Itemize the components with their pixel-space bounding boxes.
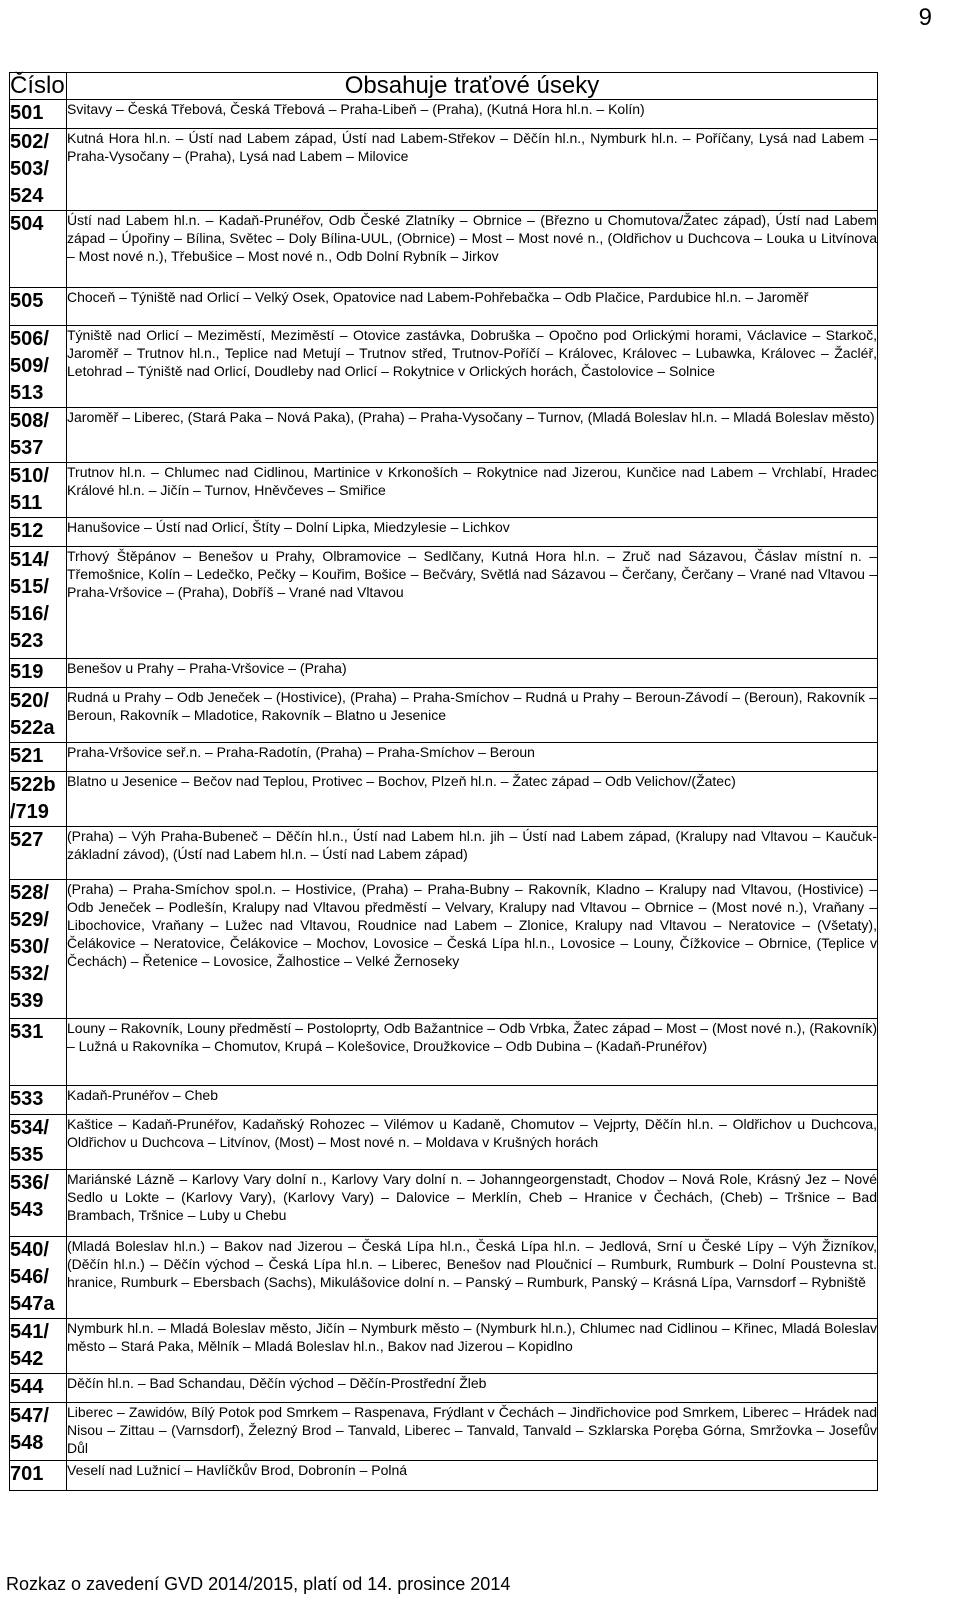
table-row	[10, 659, 878, 688]
route-number: 527	[10, 827, 67, 880]
route-number: 506/ 509/ 513	[10, 326, 67, 408]
table-header-row	[10, 73, 878, 100]
route-sections: (Mladá Boleslav hl.n.) – Bakov nad Jizerou – Česká Lípa hl.n., Česká Lípa hl.n. – Jedlová, Srní u České Lípy – Výh Žizníkov, (Děčín hl.n.) – Děčín východ – Česká Lípa hl.n. – Liberec, Benešov nad Ploučnicí – Rumburk, Rumburk – Dolní Poustevna st. hranice, Rumburk – Ebersbach (Sachs), Mikulášovice dolní n. – Panský – Rumburk, Panský – Krásná Lípa, Varnsdorf – Rybniště	[67, 1237, 878, 1319]
table-row	[10, 1086, 878, 1115]
route-sections: Trhový Štěpánov – Benešov u Prahy, Olbramovice – Sedlčany, Kutná Hora hl.n. – Zruč nad Sázavou, Čáslav místní n. – Třemošnice, Kolín – Ledečko, Pečky – Kouřim, Bošice – Bečváry, Světlá nad Sázavou – Čerčany, Čerčany – Vrané nad Vltavou – Praha-Vršovice – (Praha), Dobříš – Vrané nad Vltavou	[67, 547, 878, 659]
route-number: 531	[10, 1019, 67, 1086]
route-sections: (Praha) – Výh Praha-Bubeneč – Děčín hl.n., Ústí nad Labem hl.n. jih – Ústí nad Labem západ, (Kralupy nad Vltavou – Kaučuk-základní závod), (Ústí nad Labem hl.n. – Ústí nad Labem západ)	[67, 827, 878, 880]
table-row	[10, 1019, 878, 1086]
table-row	[10, 1319, 878, 1374]
route-sections: Benešov u Prahy – Praha-Vršovice – (Praha)	[67, 659, 878, 688]
route-sections: Veselí nad Lužnicí – Havlíčkův Brod, Dobronín – Polná	[67, 1461, 878, 1491]
table-row	[10, 408, 878, 463]
table-row	[10, 827, 878, 880]
route-sections: Kutná Hora hl.n. – Ústí nad Labem západ, Ústí nad Labem-Střekov – Děčín hl.n., Nymburk hl.n. – Poříčany, Lysá nad Labem – Praha-Vysočany – (Praha), Lysá nad Labem – Milovice	[67, 129, 878, 211]
table-row	[10, 743, 878, 772]
route-sections: Týniště nad Orlicí – Meziměstí, Meziměstí – Otovice zastávka, Dobruška – Opočno pod Orlickými horami, Václavice – Starkoč, Jaroměř – Trutnov hl.n., Teplice nad Metují – Trutnov střed, Trutnov-Poříčí – Královec, Královec – Lubawka, Královec – Žacléř, Letohrad – Týniště nad Orlicí, Doudleby nad Orlicí – Rokytnice v Orlických horách, Častolovice – Solnice	[67, 326, 878, 408]
route-number: 521	[10, 743, 67, 772]
route-sections: Hanušovice – Ústí nad Orlicí, Štíty – Dolní Lipka, Miedzylesie – Lichkov	[67, 518, 878, 547]
route-sections: Kaštice – Kadaň-Prunéřov, Kadaňský Rohozec – Vilémov u Kadaně, Chomutov – Vejprty, Děčín hl.n. – Oldřichov u Duchcova, Oldřichov u Duchcova – Litvínov, (Most) – Most nové n. – Moldava v Krušných horách	[67, 1115, 878, 1170]
route-sections: Louny – Rakovník, Louny předměstí – Postoloprty, Odb Bažantnice – Odb Vrbka, Žatec západ – Most – (Most nové n.), (Rakovník) – Lužná u Rakovníka – Chomutov, Krupá – Kolešovice, Droužkovice – Odb Dubina – (Kadaň-Prunéřov)	[67, 1019, 878, 1086]
route-sections: Mariánské Lázně – Karlovy Vary dolní n., Karlovy Vary dolní n. – Johanngeorgenstadt, Chodov – Nová Role, Krásný Jez – Nové Sedlo u Lokte – (Karlovy Vary), (Karlovy Vary) – Dalovice – Merklín, Cheb – Hranice v Čechách, (Cheb) – Tršnice – Bad Brambach, Tršnice – Luby u Chebu	[67, 1170, 878, 1237]
route-number: 701	[10, 1461, 67, 1491]
route-sections: Choceň – Týniště nad Orlicí – Velký Osek, Opatovice nad Labem-Pohřebačka – Odb Plačice, Pardubice hl.n. – Jaroměř	[67, 288, 878, 326]
table-row	[10, 1461, 878, 1491]
route-table	[9, 72, 878, 1491]
table-row	[10, 326, 878, 408]
route-number: 519	[10, 659, 67, 688]
route-sections: Praha-Vršovice seř.n. – Praha-Radotín, (Praha) – Praha-Smíchov – Beroun	[67, 743, 878, 772]
route-sections: Svitavy – Česká Třebová, Česká Třebová – Praha-Libeň – (Praha), (Kutná Hora hl.n. – Kolín)	[67, 100, 878, 129]
route-sections: Trutnov hl.n. – Chlumec nad Cidlinou, Martinice v Krkonoších – Rokytnice nad Jizerou, Kunčice nad Labem – Vrchlabí, Hradec Králové hl.n. – Jičín – Turnov, Hněvčeves – Smiřice	[67, 463, 878, 518]
header-number: Číslo	[10, 72, 65, 99]
route-sections: Ústí nad Labem hl.n. – Kadaň-Prunéřov, Odb České Zlatníky – Obrnice – (Březno u Chomutova/Žatec západ), Ústí nad Labem západ – Úpořiny – Bílina, Světec – Doly Bílina-UUL, (Obrnice) – Most – Most nové n., (Oldřichov u Duchcova – Louka u Litvínova – Most nové n.), Třebušice – Most nové n., Odb Dolní Rybník – Jirkov	[67, 211, 878, 288]
route-number: 505	[10, 288, 67, 326]
route-sections: Nymburk hl.n. – Mladá Boleslav město, Jičín – Nymburk město – (Nymburk hl.n.), Chlumec nad Cidlinou – Křinec, Mladá Boleslav město – Stará Paka, Mělník – Mladá Boleslav hl.n., Bakov nad Jizerou – Kopidlno	[67, 1319, 878, 1374]
route-number: 510/ 511	[10, 463, 67, 518]
route-number: 514/ 515/ 516/ 523	[10, 547, 67, 659]
table-body	[10, 100, 878, 1491]
table-row	[10, 129, 878, 211]
route-number: 528/ 529/ 530/ 532/ 539	[10, 880, 67, 1019]
route-number: 512	[10, 518, 67, 547]
route-number: 536/ 543	[10, 1170, 67, 1237]
route-number: 533	[10, 1086, 67, 1115]
table-row	[10, 211, 878, 288]
table-row	[10, 688, 878, 743]
route-number: 534/ 535	[10, 1115, 67, 1170]
route-sections: Blatno u Jesenice – Bečov nad Teplou, Protivec – Bochov, Plzeň hl.n. – Žatec západ – Odb Velichov/(Žatec)	[67, 772, 878, 827]
table-row	[10, 1170, 878, 1237]
route-sections: Děčín hl.n. – Bad Schandau, Děčín východ – Děčín-Prostřední Žleb	[67, 1374, 878, 1403]
footer-note: Rozkaz o zavedení GVD 2014/2015, platí od 14. prosince 2014	[6, 1574, 511, 1594]
table-row	[10, 463, 878, 518]
table-row	[10, 100, 878, 129]
table-row	[10, 880, 878, 1019]
table-row	[10, 288, 878, 326]
route-sections: Jaroměř – Liberec, (Stará Paka – Nová Paka), (Praha) – Praha-Vysočany – Turnov, (Mladá Boleslav hl.n. – Mladá Boleslav město)	[67, 408, 878, 463]
table-row	[10, 518, 878, 547]
route-number: 502/ 503/ 524	[10, 129, 67, 211]
route-sections: Liberec – Zawidów, Bílý Potok pod Smrkem – Raspenava, Frýdlant v Čechách – Jindřichovice pod Smrkem, Liberec – Hrádek nad Nisou – Zittau – (Varnsdorf), Železný Brod – Tanvald, Liberec – Tanvald, Tanvald – Szklarska Poręba Górna, Smržovka – Josefův Důl	[67, 1403, 878, 1461]
route-sections: Kadaň-Prunéřov – Cheb	[67, 1086, 878, 1115]
table-row	[10, 1115, 878, 1170]
table-row	[10, 1237, 878, 1319]
route-number: 540/ 546/ 547a	[10, 1237, 67, 1319]
route-number: 501	[10, 100, 67, 129]
table-row	[10, 772, 878, 827]
route-sections: (Praha) – Praha-Smíchov spol.n. – Hostivice, (Praha) – Praha-Bubny – Rakovník, Kladno – Kralupy nad Vltavou, (Hostivice) – Odb Jeneček – Podlešín, Kralupy nad Vltavou předměstí – Velvary, Kralupy nad Vltavou – Obrnice – (Most nové n.), Vraňany – Libochovice, Vraňany – Lužec nad Vltavou, Roudnice nad Labem – Zlonice, Kralupy nad Vltavou – Neratovice – (Všetaty), Čelákovice – Neratovice, Čelákovice – Mochov, Lovosice – Česká Lípa hl.n., Lovosice – Louny, Čížkovice – Obrnice, (Teplice v Čechách) – Řetenice – Lovosice, Žalhostice – Velké Žernoseky	[67, 880, 878, 1019]
table-row	[10, 547, 878, 659]
route-number: 544	[10, 1374, 67, 1403]
table-row	[10, 1403, 878, 1461]
route-number: 508/ 537	[10, 408, 67, 463]
route-number: 541/ 542	[10, 1319, 67, 1374]
page-number: 9	[918, 4, 932, 31]
route-number: 504	[10, 211, 67, 288]
table-row	[10, 1374, 878, 1403]
route-sections: Rudná u Prahy – Odb Jeneček – (Hostivice), (Praha) – Praha-Smíchov – Rudná u Prahy – Beroun-Závodí – (Beroun), Rakovník – Beroun, Rakovník – Mladotice, Rakovník – Blatno u Jesenice	[67, 688, 878, 743]
route-number: 522b /719	[10, 772, 67, 827]
route-number: 520/ 522a	[10, 688, 67, 743]
header-sections: Obsahuje traťové úseky	[67, 73, 878, 100]
route-number: 547/ 548	[10, 1403, 67, 1461]
